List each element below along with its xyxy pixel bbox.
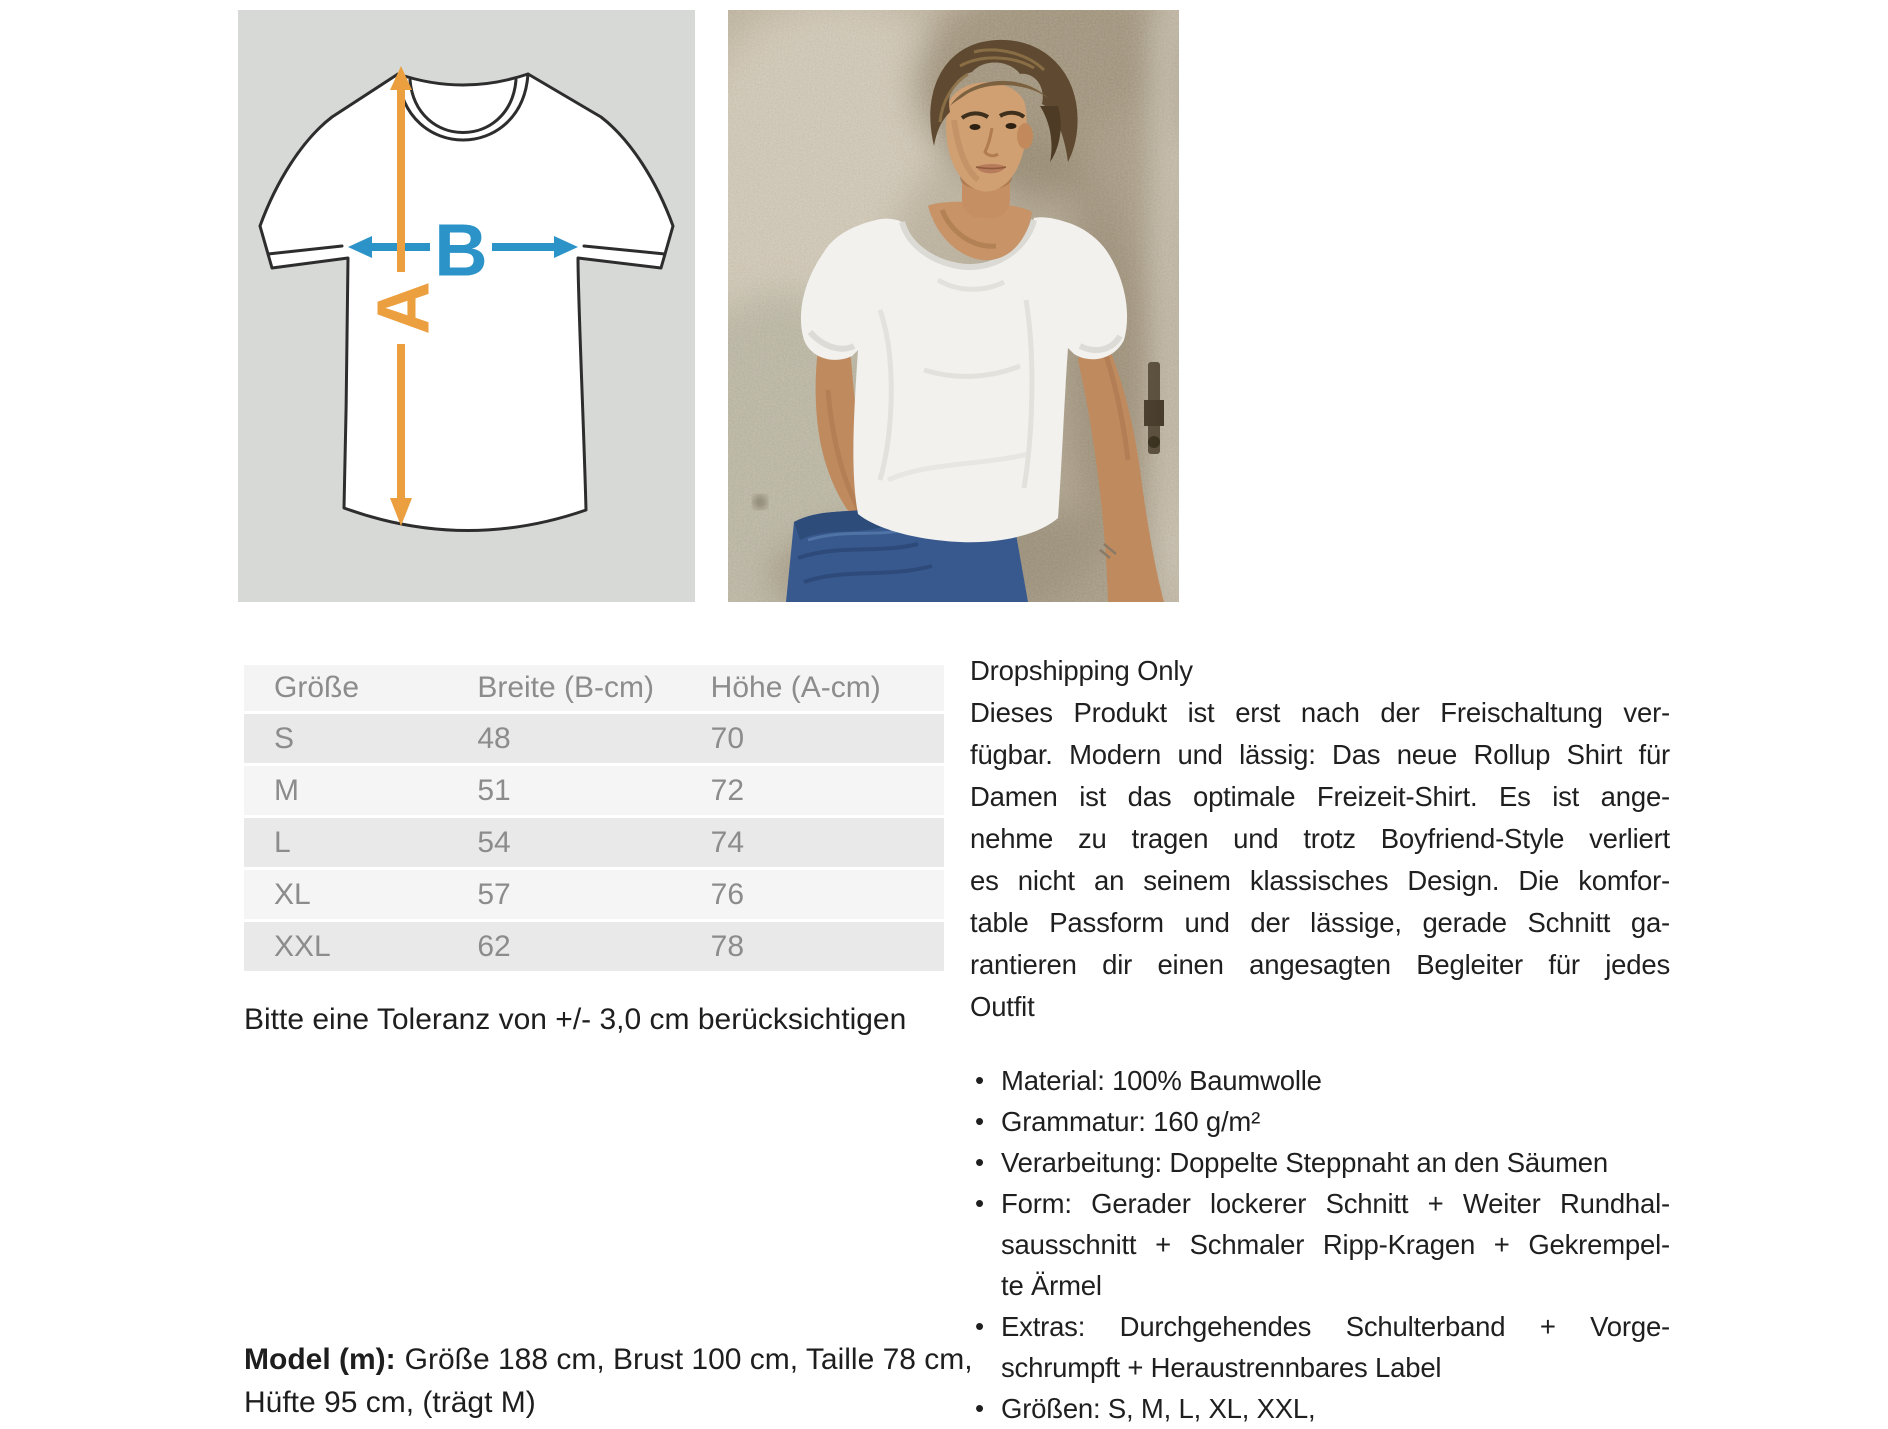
bullet-dot: •	[975, 1311, 984, 1341]
table-cell: 72	[710, 773, 745, 807]
table-header-row	[244, 665, 944, 711]
table-row	[244, 818, 944, 867]
description-line: schrumpft + Heraustrennbares Label	[1001, 1352, 1442, 1383]
bullet-dot: •	[975, 1188, 984, 1218]
table-cell: 51	[477, 773, 511, 807]
description-line: Extras: Durchgehendes Schulterband + Vorge-	[1001, 1311, 1670, 1342]
description-line: table Passform und der lässige, gerade Schnitt ga-	[970, 907, 1670, 938]
table-row	[244, 766, 944, 815]
table-cell: 74	[710, 825, 745, 859]
description-line: Form: Gerader lockerer Schnitt + Weiter Rundhal-	[1001, 1188, 1670, 1219]
bullet-item	[970, 1183, 1670, 1306]
column-header: Größe	[274, 671, 360, 704]
column-header: Breite (B-cm)	[477, 671, 655, 704]
description-line: te Ärmel	[1001, 1270, 1102, 1301]
table-cell: 48	[477, 721, 511, 755]
table-row	[244, 922, 944, 971]
model-note-label: Model (m):	[244, 1343, 396, 1376]
left-eye	[970, 124, 981, 130]
bullet-dot: •	[975, 1065, 984, 1095]
bullet-dot: •	[975, 1106, 984, 1136]
tolerance-note: Bitte eine Toleranz von +/- 3,0 cm berücksichtigen	[244, 1003, 907, 1036]
table-cell: S	[274, 721, 295, 755]
bullet-item	[970, 1060, 1670, 1101]
description-paragraph	[970, 692, 1670, 1028]
table-row	[244, 870, 944, 919]
tshirt-measurement-illustration	[238, 10, 695, 602]
table-cell: XXL	[274, 929, 331, 963]
description-line: Dieses Produkt ist erst nach der Freischaltung ver-	[970, 697, 1670, 728]
table-cell: 70	[710, 721, 745, 755]
description-line: Material: 100% Baumwolle	[1001, 1065, 1322, 1096]
bullet-dot: •	[975, 1147, 984, 1177]
right-eye	[1006, 123, 1017, 129]
bullet-item	[970, 1142, 1670, 1183]
table-cell: 62	[477, 929, 511, 963]
description-line: nehme zu tragen und trotz Boyfriend-Style verliert	[970, 823, 1670, 854]
size-table	[244, 662, 944, 974]
table-cell: 78	[710, 929, 745, 963]
bullet-item	[970, 1101, 1670, 1142]
description-line: Grammatur: 160 g/m²	[1001, 1106, 1261, 1137]
table-cell: 57	[477, 877, 511, 911]
description-line: sausschnitt + Schmaler Ripp-Kragen + Gekrempel-	[1001, 1229, 1670, 1260]
size-diagram	[238, 10, 695, 602]
column-header: Höhe (A-cm)	[710, 671, 881, 704]
description-line: Verarbeitung: Doppelte Steppnaht an den Säumen	[1001, 1147, 1608, 1178]
table-cell: 54	[477, 825, 511, 859]
bullet-item	[970, 1306, 1670, 1388]
description-line: Größen: S, M, L, XL, XXL,	[1001, 1393, 1316, 1424]
table-cell: 76	[710, 877, 745, 911]
label-b: B	[434, 208, 488, 292]
table-row	[244, 714, 944, 763]
table-cell: M	[274, 773, 299, 807]
table-cell: XL	[274, 877, 311, 911]
model-photo-illustration	[728, 10, 1179, 602]
product-photo	[728, 10, 1179, 602]
description-line: es nicht an seinem klassisches Design. Die komfor-	[970, 865, 1670, 896]
model-note-line2: Hüfte 95 cm, (trägt M)	[244, 1386, 536, 1419]
description-line: Damen ist das optimale Freizeit-Shirt. Es ist ange-	[970, 781, 1670, 812]
table-cell: L	[274, 825, 291, 859]
description-bullets	[970, 1060, 1670, 1429]
model-note-measurements: Größe 188 cm, Brust 100 cm, Taille 78 cm,	[404, 1343, 973, 1376]
bullet-item	[970, 1388, 1670, 1429]
description-title: Dropshipping Only	[970, 655, 1193, 686]
bullet-dot: •	[975, 1393, 984, 1423]
description-line: fügbar. Modern und lässig: Das neue Rollup Shirt für	[970, 739, 1670, 770]
description	[970, 650, 1670, 1429]
ear	[1017, 123, 1033, 149]
description-line: rantieren dir einen angesagten Begleiter für jedes	[970, 949, 1670, 980]
description-line: Outfit	[970, 991, 1035, 1022]
label-a: A	[361, 281, 445, 335]
